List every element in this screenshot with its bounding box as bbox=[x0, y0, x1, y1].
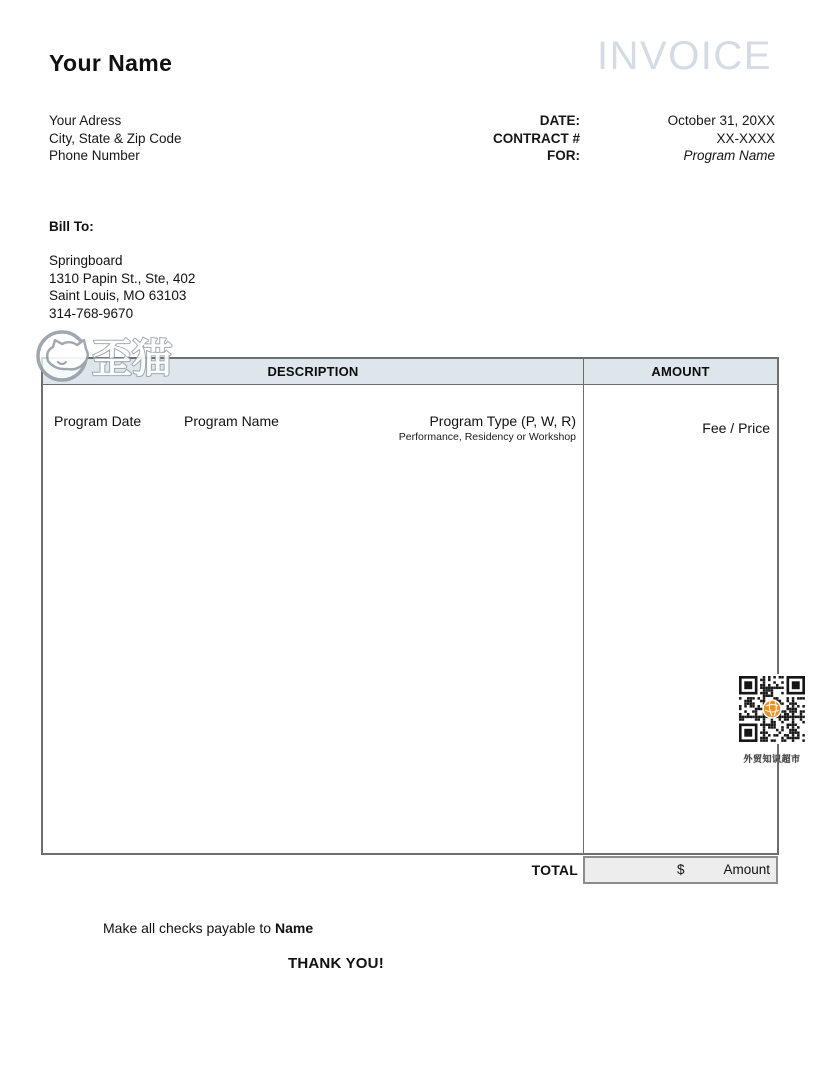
sender-address-line: Your Adress bbox=[49, 113, 122, 128]
total-amount-box bbox=[583, 856, 778, 884]
checks-payable-note bbox=[103, 920, 313, 936]
invoice-title: INVOICE bbox=[597, 34, 772, 78]
logo-cjk-text: 歪猫 bbox=[92, 337, 172, 381]
invoice-table bbox=[41, 357, 779, 855]
cat-face-icon bbox=[47, 340, 88, 369]
qr-code-icon bbox=[737, 674, 807, 744]
program-type-label: Program Type (P, W, R) bbox=[429, 413, 576, 429]
column-header-amount: AMOUNT bbox=[584, 359, 777, 384]
bill-to-line: 1310 Papin St., Ste, 402 bbox=[49, 270, 196, 286]
cat-logo-watermark bbox=[34, 328, 174, 384]
checks-payee-name: Name bbox=[274, 920, 314, 936]
checks-note-text: Make all checks payable to bbox=[103, 920, 275, 936]
program-date-label: Program Date bbox=[54, 413, 142, 429]
sender-address-block bbox=[49, 112, 182, 165]
qr-caption: 外贸知识超市 bbox=[743, 754, 801, 764]
total-amount-value: Amount bbox=[723, 862, 770, 877]
bill-to-line: Saint Louis, MO 63103 bbox=[49, 288, 187, 303]
sender-address-line: City, State & Zip Code bbox=[49, 130, 182, 146]
invoice-meta-labels bbox=[380, 112, 580, 165]
meta-value-date: October 31, 20XX bbox=[667, 113, 775, 128]
amount-cell bbox=[584, 385, 777, 853]
meta-label-date: DATE: bbox=[539, 113, 580, 128]
invoice-meta-values bbox=[575, 112, 775, 165]
program-name-label: Program Name bbox=[184, 413, 279, 429]
bill-to-line: Springboard bbox=[49, 253, 123, 268]
thank-you-text: THANK YOU! bbox=[288, 955, 384, 972]
bill-to-line: 314-768-9670 bbox=[49, 305, 134, 321]
bill-to-block bbox=[49, 252, 195, 322]
meta-value-contract: XX-XXXX bbox=[716, 130, 775, 146]
bill-to-label: Bill To: bbox=[49, 219, 94, 234]
fee-price-label: Fee / Price bbox=[702, 420, 770, 436]
total-label: TOTAL bbox=[531, 862, 578, 878]
qr-code bbox=[737, 674, 807, 765]
meta-label-for: FOR: bbox=[547, 148, 580, 163]
meta-label-contract: CONTRACT # bbox=[493, 130, 580, 146]
program-type-note: Performance, Residency or Workshop bbox=[398, 431, 576, 443]
column-header-description: DESCRIPTION bbox=[43, 359, 583, 384]
company-name: Your Name bbox=[49, 50, 173, 76]
description-cell bbox=[43, 385, 583, 853]
meta-value-for: Program Name bbox=[683, 148, 775, 163]
sender-address-line: Phone Number bbox=[49, 148, 140, 163]
total-currency-symbol: $ bbox=[677, 862, 685, 877]
